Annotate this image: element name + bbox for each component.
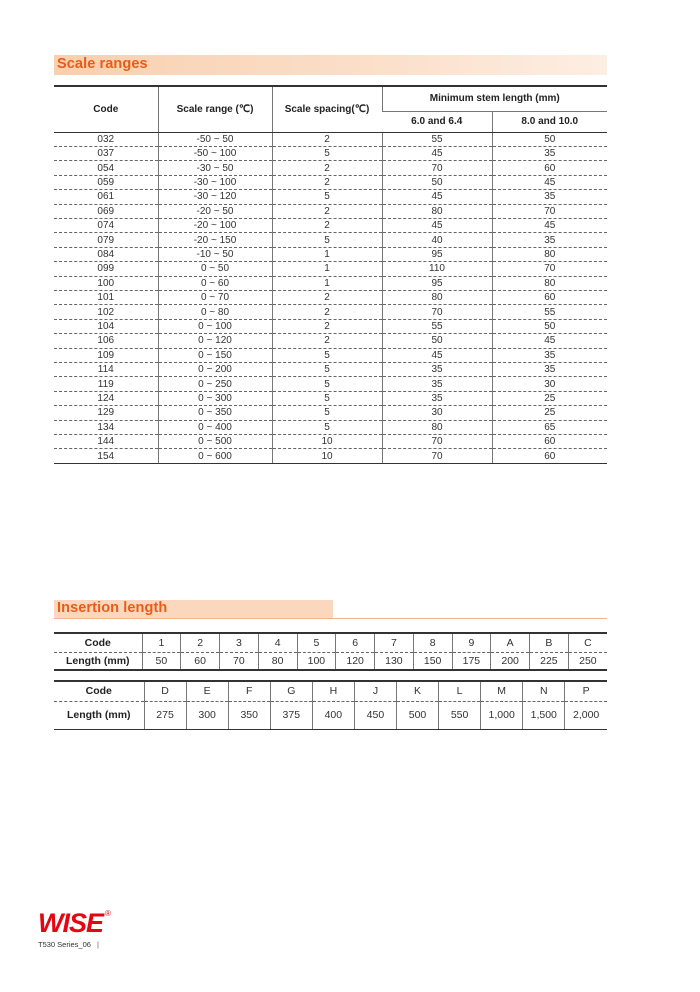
table-row bbox=[54, 435, 607, 449]
cell-code: 144 bbox=[54, 435, 158, 449]
cell-stem-6-6.4: 80 bbox=[382, 420, 492, 434]
cell-stem-6-6.4: 30 bbox=[382, 406, 492, 420]
insertion-length-table-2 bbox=[54, 680, 607, 730]
cell-stem-6-6.4: 45 bbox=[382, 146, 492, 160]
insertion-length-cell: 120 bbox=[336, 652, 375, 670]
cell-scale-spacing: 5 bbox=[272, 146, 382, 160]
cell-scale-spacing: 2 bbox=[272, 161, 382, 175]
insertion-length-header-rule bbox=[54, 618, 607, 619]
cell-scale-range: 0 ~ 400 bbox=[158, 420, 272, 434]
cell-scale-spacing: 2 bbox=[272, 305, 382, 319]
table-row bbox=[54, 449, 607, 463]
cell-scale-range: -10 ~ 50 bbox=[158, 247, 272, 261]
cell-scale-range: -50 ~ 100 bbox=[158, 146, 272, 160]
insertion-code-cell: N bbox=[523, 681, 565, 701]
insertion-code-cell: 5 bbox=[297, 633, 336, 652]
insertion-length-cell: 50 bbox=[142, 652, 181, 670]
table-row bbox=[54, 391, 607, 405]
table-row bbox=[54, 420, 607, 434]
table-row bbox=[54, 218, 607, 232]
cell-code: 129 bbox=[54, 406, 158, 420]
cell-scale-spacing: 10 bbox=[272, 449, 382, 463]
registered-mark: ® bbox=[105, 909, 111, 918]
cell-stem-8-10: 35 bbox=[492, 190, 607, 204]
cell-scale-spacing: 1 bbox=[272, 276, 382, 290]
cell-code: 154 bbox=[54, 449, 158, 463]
cell-code: 084 bbox=[54, 247, 158, 261]
insertion-length-cell: 500 bbox=[396, 701, 438, 729]
insertion-length-cell: 400 bbox=[312, 701, 354, 729]
cell-stem-8-10: 35 bbox=[492, 233, 607, 247]
cell-code: 101 bbox=[54, 290, 158, 304]
cell-scale-spacing: 5 bbox=[272, 391, 382, 405]
cell-scale-range: -30 ~ 120 bbox=[158, 190, 272, 204]
insertion-length-cell: 1,500 bbox=[523, 701, 565, 729]
cell-stem-8-10: 35 bbox=[492, 146, 607, 160]
cell-scale-spacing: 1 bbox=[272, 247, 382, 261]
cell-stem-8-10: 35 bbox=[492, 348, 607, 362]
cell-scale-spacing: 5 bbox=[272, 406, 382, 420]
cell-scale-spacing: 5 bbox=[272, 377, 382, 391]
table-row bbox=[54, 305, 607, 319]
insertion-length-cell: 175 bbox=[452, 652, 491, 670]
cell-code: 114 bbox=[54, 363, 158, 377]
cell-stem-8-10: 30 bbox=[492, 377, 607, 391]
cell-scale-range: -20 ~ 100 bbox=[158, 218, 272, 232]
table-row bbox=[54, 190, 607, 204]
cell-scale-spacing: 2 bbox=[272, 334, 382, 348]
insertion-code-cell: L bbox=[439, 681, 481, 701]
wise-logo bbox=[38, 904, 120, 938]
cell-stem-8-10: 80 bbox=[492, 247, 607, 261]
insertion-length-row bbox=[54, 652, 607, 670]
cell-code: 100 bbox=[54, 276, 158, 290]
insertion-length-cell: 130 bbox=[375, 652, 414, 670]
table-row bbox=[54, 262, 607, 276]
insertion-length-table-1 bbox=[54, 632, 607, 671]
cell-stem-6-6.4: 35 bbox=[382, 391, 492, 405]
cell-stem-8-10: 80 bbox=[492, 276, 607, 290]
insertion-length-cell: 275 bbox=[144, 701, 186, 729]
cell-stem-6-6.4: 35 bbox=[382, 377, 492, 391]
insertion-code-row bbox=[54, 633, 607, 652]
table-row bbox=[54, 276, 607, 290]
code-label: Code bbox=[54, 681, 144, 701]
insertion-code-cell: 7 bbox=[375, 633, 414, 652]
cell-scale-range: 0 ~ 120 bbox=[158, 334, 272, 348]
cell-code: 099 bbox=[54, 262, 158, 276]
cell-stem-6-6.4: 70 bbox=[382, 305, 492, 319]
cell-scale-range: 0 ~ 350 bbox=[158, 406, 272, 420]
cell-scale-range: 0 ~ 300 bbox=[158, 391, 272, 405]
table-row bbox=[54, 132, 607, 146]
header-scale-spacing: Scale spacing(℃) bbox=[272, 86, 382, 132]
insertion-length-cell: 550 bbox=[439, 701, 481, 729]
table-row bbox=[54, 146, 607, 160]
cell-scale-range: 0 ~ 250 bbox=[158, 377, 272, 391]
insertion-length-cell: 70 bbox=[220, 652, 259, 670]
table-row bbox=[54, 175, 607, 189]
cell-code: 054 bbox=[54, 161, 158, 175]
insertion-length-cell: 200 bbox=[491, 652, 530, 670]
length-label: Length (mm) bbox=[54, 652, 142, 670]
cell-scale-spacing: 5 bbox=[272, 363, 382, 377]
cell-stem-6-6.4: 45 bbox=[382, 348, 492, 362]
cell-stem-8-10: 25 bbox=[492, 391, 607, 405]
cell-scale-range: -30 ~ 100 bbox=[158, 175, 272, 189]
cell-scale-spacing: 2 bbox=[272, 290, 382, 304]
cell-stem-6-6.4: 55 bbox=[382, 132, 492, 146]
header-scale-range: Scale range (℃) bbox=[158, 86, 272, 132]
cell-stem-6-6.4: 110 bbox=[382, 262, 492, 276]
cell-scale-spacing: 5 bbox=[272, 348, 382, 362]
insertion-code-cell: 4 bbox=[258, 633, 297, 652]
cell-scale-spacing: 2 bbox=[272, 132, 382, 146]
insertion-length-cell: 300 bbox=[186, 701, 228, 729]
cell-stem-6-6.4: 50 bbox=[382, 175, 492, 189]
insertion-length-cell: 350 bbox=[228, 701, 270, 729]
cell-stem-8-10: 35 bbox=[492, 363, 607, 377]
cell-stem-6-6.4: 95 bbox=[382, 247, 492, 261]
cell-stem-8-10: 45 bbox=[492, 218, 607, 232]
insertion-code-cell: C bbox=[568, 633, 607, 652]
cell-code: 069 bbox=[54, 204, 158, 218]
insertion-length-cell: 150 bbox=[413, 652, 452, 670]
table-row bbox=[54, 348, 607, 362]
cell-stem-6-6.4: 95 bbox=[382, 276, 492, 290]
insertion-code-row bbox=[54, 681, 607, 701]
cell-code: 032 bbox=[54, 132, 158, 146]
header-stem-8-10: 8.0 and 10.0 bbox=[492, 111, 607, 132]
insertion-code-cell: 6 bbox=[336, 633, 375, 652]
insertion-code-cell: 3 bbox=[220, 633, 259, 652]
insertion-code-cell: P bbox=[565, 681, 607, 701]
insertion-length-cell: 250 bbox=[568, 652, 607, 670]
insertion-code-cell: D bbox=[144, 681, 186, 701]
cell-code: 102 bbox=[54, 305, 158, 319]
table-row bbox=[54, 377, 607, 391]
insertion-code-cell: B bbox=[530, 633, 569, 652]
table-row bbox=[54, 204, 607, 218]
header-stem-6-6.4: 6.0 and 6.4 bbox=[382, 111, 492, 132]
cell-stem-6-6.4: 55 bbox=[382, 319, 492, 333]
cell-scale-range: -20 ~ 50 bbox=[158, 204, 272, 218]
cell-scale-range: 0 ~ 80 bbox=[158, 305, 272, 319]
footer-divider: | bbox=[97, 940, 99, 949]
code-label: Code bbox=[54, 633, 142, 652]
cell-scale-spacing: 2 bbox=[272, 175, 382, 189]
cell-scale-range: 0 ~ 60 bbox=[158, 276, 272, 290]
cell-scale-spacing: 2 bbox=[272, 218, 382, 232]
insertion-code-cell: M bbox=[481, 681, 523, 701]
cell-stem-8-10: 60 bbox=[492, 290, 607, 304]
header-min-stem-length: Minimum stem length (mm) bbox=[382, 86, 607, 111]
cell-scale-spacing: 5 bbox=[272, 190, 382, 204]
cell-stem-8-10: 45 bbox=[492, 334, 607, 348]
scale-ranges-table bbox=[54, 85, 607, 464]
cell-stem-6-6.4: 40 bbox=[382, 233, 492, 247]
insertion-length-cell: 60 bbox=[181, 652, 220, 670]
insertion-length-cell: 2,000 bbox=[565, 701, 607, 729]
length-label: Length (mm) bbox=[54, 701, 144, 729]
insertion-code-cell: 8 bbox=[413, 633, 452, 652]
cell-scale-range: 0 ~ 500 bbox=[158, 435, 272, 449]
cell-stem-6-6.4: 70 bbox=[382, 449, 492, 463]
cell-code: 119 bbox=[54, 377, 158, 391]
cell-code: 104 bbox=[54, 319, 158, 333]
cell-stem-6-6.4: 45 bbox=[382, 190, 492, 204]
cell-scale-spacing: 10 bbox=[272, 435, 382, 449]
cell-scale-spacing: 1 bbox=[272, 262, 382, 276]
cell-scale-range: -30 ~ 50 bbox=[158, 161, 272, 175]
cell-scale-spacing: 5 bbox=[272, 420, 382, 434]
table-row bbox=[54, 406, 607, 420]
cell-stem-6-6.4: 35 bbox=[382, 363, 492, 377]
cell-scale-range: 0 ~ 70 bbox=[158, 290, 272, 304]
cell-stem-6-6.4: 80 bbox=[382, 204, 492, 218]
insertion-code-cell: 1 bbox=[142, 633, 181, 652]
cell-stem-6-6.4: 70 bbox=[382, 435, 492, 449]
scale-ranges-body bbox=[54, 132, 607, 463]
insertion-length-cell: 1,000 bbox=[481, 701, 523, 729]
header-code: Code bbox=[54, 86, 158, 132]
cell-scale-range: 0 ~ 100 bbox=[158, 319, 272, 333]
insertion-code-cell: J bbox=[354, 681, 396, 701]
cell-stem-6-6.4: 70 bbox=[382, 161, 492, 175]
insertion-code-cell: K bbox=[396, 681, 438, 701]
cell-stem-8-10: 60 bbox=[492, 449, 607, 463]
cell-stem-8-10: 50 bbox=[492, 319, 607, 333]
cell-stem-8-10: 25 bbox=[492, 406, 607, 420]
cell-scale-range: -20 ~ 150 bbox=[158, 233, 272, 247]
insertion-length-cell: 450 bbox=[354, 701, 396, 729]
cell-scale-spacing: 2 bbox=[272, 204, 382, 218]
cell-stem-6-6.4: 80 bbox=[382, 290, 492, 304]
cell-stem-8-10: 55 bbox=[492, 305, 607, 319]
insertion-length-cell: 225 bbox=[530, 652, 569, 670]
wise-logo-text: WISE bbox=[38, 908, 104, 938]
cell-scale-range: 0 ~ 50 bbox=[158, 262, 272, 276]
cell-stem-8-10: 65 bbox=[492, 420, 607, 434]
insertion-length-title: Insertion length bbox=[57, 600, 168, 616]
table-row bbox=[54, 161, 607, 175]
cell-scale-spacing: 5 bbox=[272, 233, 382, 247]
cell-code: 061 bbox=[54, 190, 158, 204]
insertion-length-cell: 80 bbox=[258, 652, 297, 670]
insertion-code-cell: G bbox=[270, 681, 312, 701]
insertion-code-cell: F bbox=[228, 681, 270, 701]
cell-stem-6-6.4: 45 bbox=[382, 218, 492, 232]
table-row bbox=[54, 233, 607, 247]
cell-stem-6-6.4: 50 bbox=[382, 334, 492, 348]
table-row bbox=[54, 363, 607, 377]
cell-scale-range: -50 ~ 50 bbox=[158, 132, 272, 146]
table-row bbox=[54, 334, 607, 348]
table-row bbox=[54, 319, 607, 333]
cell-code: 037 bbox=[54, 146, 158, 160]
table-row bbox=[54, 290, 607, 304]
cell-code: 079 bbox=[54, 233, 158, 247]
cell-stem-8-10: 60 bbox=[492, 435, 607, 449]
cell-code: 059 bbox=[54, 175, 158, 189]
page-label bbox=[38, 940, 99, 949]
cell-stem-8-10: 45 bbox=[492, 175, 607, 189]
series-page-number: T530 Series_06 bbox=[38, 940, 91, 949]
cell-stem-8-10: 60 bbox=[492, 161, 607, 175]
cell-scale-range: 0 ~ 200 bbox=[158, 363, 272, 377]
cell-code: 109 bbox=[54, 348, 158, 362]
cell-code: 106 bbox=[54, 334, 158, 348]
cell-scale-range: 0 ~ 600 bbox=[158, 449, 272, 463]
cell-stem-8-10: 70 bbox=[492, 262, 607, 276]
cell-stem-8-10: 70 bbox=[492, 204, 607, 218]
cell-scale-spacing: 2 bbox=[272, 319, 382, 333]
insertion-code-cell: 2 bbox=[181, 633, 220, 652]
cell-code: 134 bbox=[54, 420, 158, 434]
scale-ranges-title: Scale ranges bbox=[57, 56, 148, 72]
insertion-code-cell: E bbox=[186, 681, 228, 701]
cell-stem-8-10: 50 bbox=[492, 132, 607, 146]
insertion-length-cell: 100 bbox=[297, 652, 336, 670]
insertion-code-cell: A bbox=[491, 633, 530, 652]
insertion-code-cell: H bbox=[312, 681, 354, 701]
insertion-length-row bbox=[54, 701, 607, 729]
insertion-code-cell: 9 bbox=[452, 633, 491, 652]
table-row bbox=[54, 247, 607, 261]
cell-scale-range: 0 ~ 150 bbox=[158, 348, 272, 362]
cell-code: 074 bbox=[54, 218, 158, 232]
insertion-length-cell: 375 bbox=[270, 701, 312, 729]
cell-code: 124 bbox=[54, 391, 158, 405]
